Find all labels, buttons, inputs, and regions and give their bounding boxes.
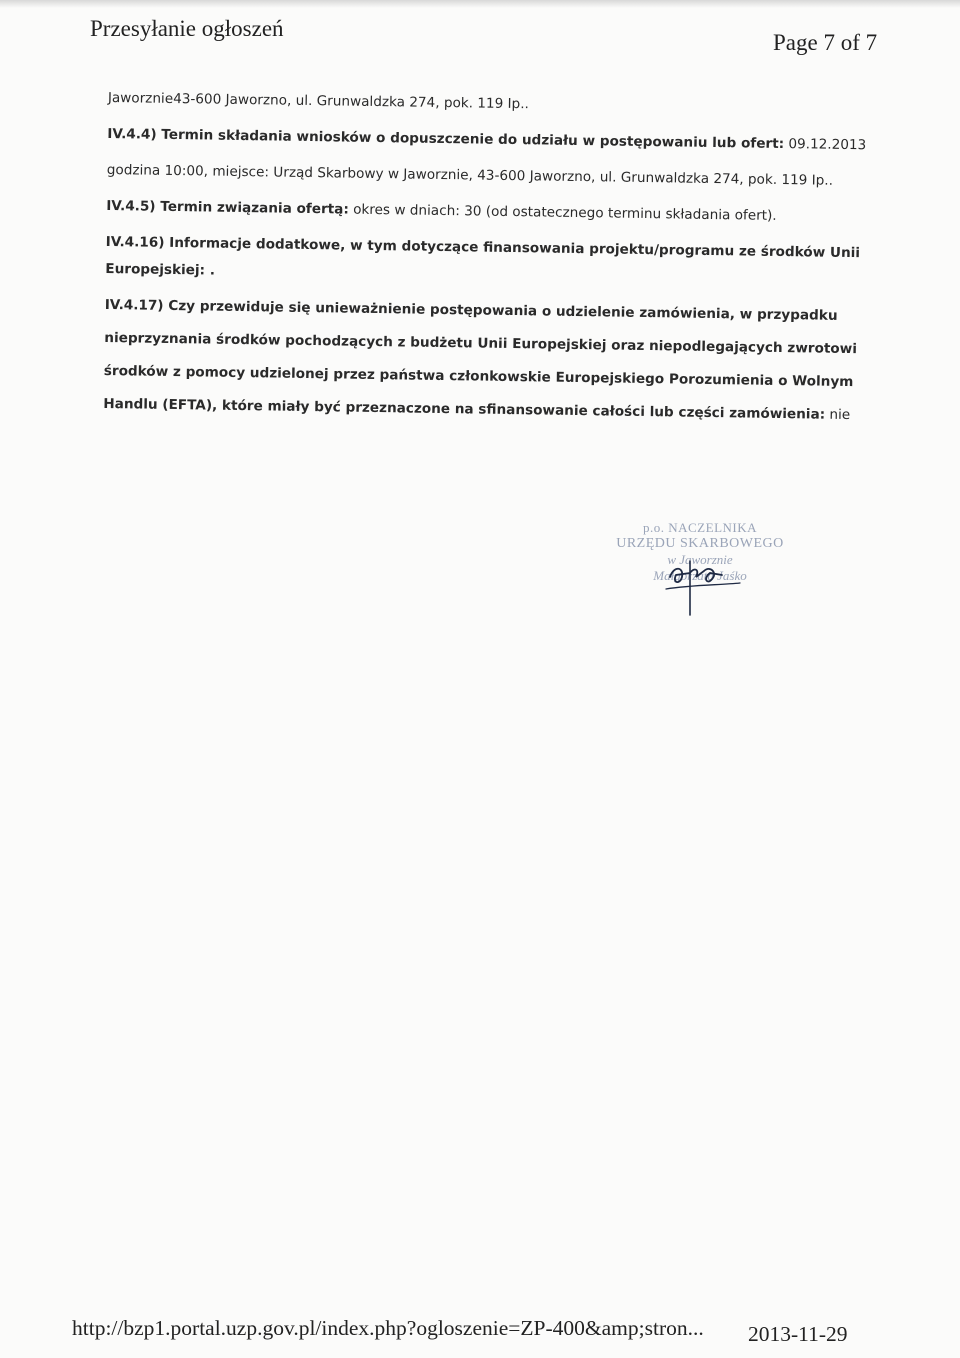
section-iv-4-5-label: IV.4.5) Termin związania ofertą: [106,197,349,218]
section-iv-4-17-label: Handlu (EFTA), które miały być przeznaczone na sfinansowanie całości lub części zamówienia: [103,395,826,423]
footer-date: 2013-11-29 [748,1322,848,1346]
section-iv-4-17-line4 [103,396,850,423]
section-iv-4-5-value: okres w dniach: 30 (od ostatecznego terminu składania ofert). [348,201,777,224]
page-number: Page 7 of 7 [773,30,878,55]
section-iv-4-4-value: 09.12.2013 [783,136,867,154]
document-body [103,90,868,424]
section-iv-4-16-cont: Europejskiej: . [105,260,216,279]
stamp-line-3: w Jaworznie [667,552,733,567]
section-iv-4-5 [106,198,777,224]
footer-url: http://bzp1.portal.uzp.gov.pl/index.php?ogloszenie=ZP-400&amp;stron... [72,1316,704,1340]
section-iv-4-17: IV.4.17) Czy przewiduje się unieważnienie postępowania o udzielenie zamówienia, w przypadku [104,296,838,324]
address-line: Jaworznie43-600 Jaworzno, ul. Grunwaldzka 274, pok. 119 Ip.. [107,90,530,113]
handwritten-signature [660,555,770,630]
section-iv-4-17-value: nie [825,406,851,424]
stamp-line-1: p.o. NACZELNIKA [642,520,757,535]
section-iv-4-4-details: godzina 10:00, miejsce: Urząd Skarbowy w Jaworznie, 43-600 Jaworzno, ul. Grunwaldzka 274, pok. 119 Ip.. [106,161,834,189]
page-title: Przesyłanie ogłoszeń [90,16,284,41]
scan-edge [0,0,960,8]
section-iv-4-4-label: IV.4.4) Termin składania wniosków o dopuszczenie do udziału w postępowaniu lub ofert: [107,125,785,153]
stamp-line-4: Małgorzata Jaśko [653,568,747,583]
stamp-line-2: URZĘDU SKARBOWEGO [616,536,784,551]
section-iv-4-4 [107,126,866,153]
section-iv-4-17-line2: nieprzyznania środków pochodzących z budżetu Unii Europejskiej oraz niepodlegających zwrotowi [104,329,858,358]
section-iv-4-17-line3: środków z pomocy udzielonej przez państwa członkowskie Europejskiego Porozumienia o Wolnym [103,362,854,391]
section-iv-4-16: IV.4.16) Informacje dodatkowe, w tym dotyczące finansowania projektu/programu ze środków Unii [105,233,861,262]
